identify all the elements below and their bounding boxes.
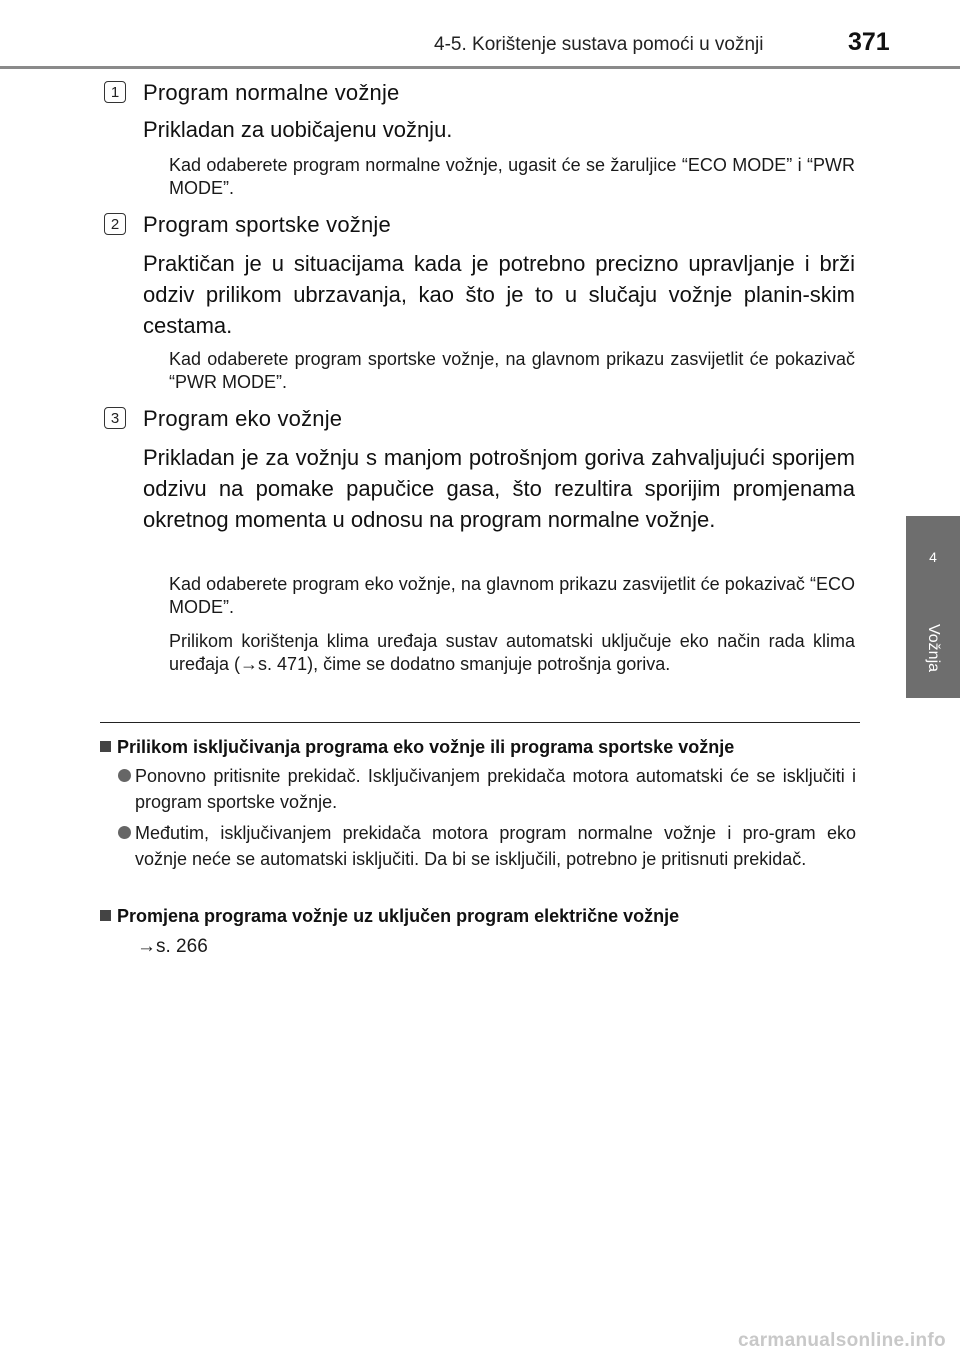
item-body: Praktičan je u situacijama kada je potrebno precizno upravljanje i brži odziv prilikom ubrzavanja, kao što je to u slučaju vožnje planin-skim cestama.: [143, 251, 855, 338]
chapter-number: 4: [929, 549, 937, 565]
item-note: Kad odaberete program eko vožnje, na glavnom prikazu zasvijetlit će pokazivač “ECO MODE”.: [169, 574, 855, 617]
section-divider: [100, 722, 860, 723]
item-note: Prilikom korištenja klima uređaja sustav automatski uključuje eko način rada klima uređaja (→s. 471), čime se dodatno smanjuje potrošnja goriva.: [169, 631, 855, 674]
item-note: Kad odaberete program sportske vožnje, na glavnom prikazu zasvijetlit će pokazivač “PWR MODE”.: [169, 349, 855, 392]
item-title: Program normalne vožnje: [143, 80, 400, 105]
info-heading-text: Promjena programa vožnje uz uključen program električne vožnje: [117, 906, 680, 926]
header-rule: [0, 66, 960, 69]
info-heading-text: Prilikom isključivanja programa eko vožnje ili programa sportske vožnje: [117, 737, 735, 757]
chapter-label: Vožnja: [924, 623, 942, 673]
item-number-badge: 3: [104, 407, 126, 429]
square-bullet-icon: [100, 910, 111, 921]
item-title: Program sportske vožnje: [143, 212, 391, 237]
info-bullet-text: Ponovno pritisnite prekidač. Isključivanjem prekidača motora automatski će se isključiti i program sportske vožnje.: [135, 766, 856, 812]
chapter-tab-label: [906, 598, 960, 698]
info-bullet-text: Međutim, isključivanjem prekidača motora program normalne vožnje i pro-gram eko vožnje neće se automatski isključiti. Da bi se isključili, potrebno je pritisnuti prekidač.: [135, 823, 856, 869]
chapter-tab-number: [906, 516, 960, 598]
item-number-badge: 2: [104, 213, 126, 235]
page-number: 371: [848, 28, 890, 56]
item-body: Prikladan za uobičajenu vožnju.: [143, 117, 453, 142]
item-number-badge: 1: [104, 81, 126, 103]
info-heading: [100, 906, 679, 927]
item-note: Kad odaberete program normalne vožnje, ugasit će se žaruljice “ECO MODE” i “PWR MODE”.: [169, 155, 855, 198]
square-bullet-icon: [100, 741, 111, 752]
item-title: Program eko vožnje: [143, 406, 343, 431]
info-bullet: [118, 763, 856, 815]
running-header-section: 4-5. Korištenje sustava pomoći u vožnji: [434, 34, 764, 55]
item-body: Prikladan je za vožnju s manjom potrošnjom goriva zahvaljujući sporijem odzivu na pomake papučice gasa, što rezultira sporijim promjenama okretnog momenta u odnosu na program normalne vožnje.: [143, 445, 855, 532]
info-bullet: [118, 820, 856, 872]
watermark: carmanualsonline.info: [738, 1330, 946, 1351]
circle-bullet-icon: [118, 826, 131, 839]
info-heading: [100, 737, 734, 758]
circle-bullet-icon: [118, 769, 131, 782]
page-reference: →s. 266: [137, 936, 208, 957]
